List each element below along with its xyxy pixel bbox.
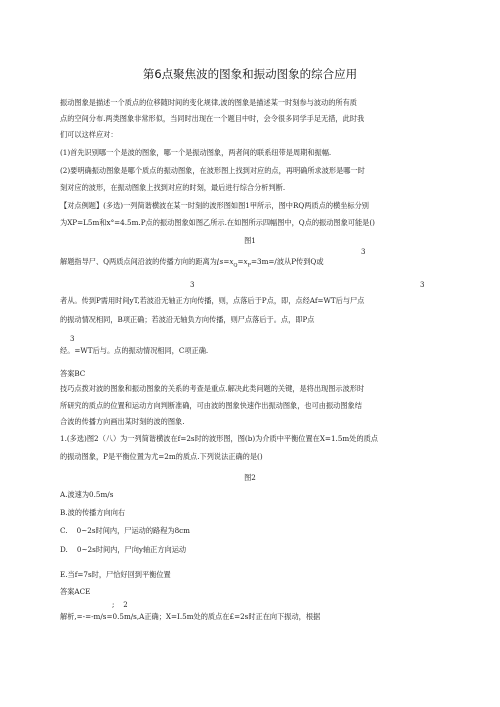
paragraph-line: 振动图象是描述一个质点的位移随时间的变化规律,波的图象是描述某一时刻参与波动的所有质	[60, 98, 357, 107]
solution-line	[60, 257, 460, 270]
fraction-numerator: ; 2	[112, 601, 128, 609]
option-d: D. 0~2s时间内，尸向y轴正方向运动	[60, 545, 187, 554]
paragraph-line: 点的空间分布.两类图象非常形似，当同时出现在一个题目中时，会令很多同学手足无措，此时我	[60, 114, 365, 123]
paragraph-line: (1)首先识别哪一个是波的图象，哪一个是振动图象，两者间的联系纽带是周期和振幅.	[60, 148, 332, 157]
solution-text: =3m=/波从P传到Q或	[250, 257, 324, 266]
option-a: A.波速为0.5m/s	[60, 490, 114, 499]
math-subscript: P	[247, 262, 251, 269]
option-e: E.当f=7s时，尸恰好回到平衡位置	[60, 570, 171, 579]
question-line: 的振动图象，P是平衡位置为尤=2m的质点.下列说法正确的是()	[60, 452, 263, 461]
figure-caption: 图2	[244, 473, 256, 482]
figure-caption: 图1	[244, 236, 256, 245]
math-formula: ⌊s=x	[216, 257, 234, 266]
tip-line: 所研究的质点的位置和运动方向判断准确，可由波的图象快速作出振动图象，也可由振动图象结	[60, 401, 362, 410]
fraction-denominator: 3	[420, 281, 425, 289]
paragraph-line: 们可以这样应对：	[60, 130, 118, 139]
solution-text: 解题指导尸、Q两质点间沿波的传播方向的距离为	[60, 257, 217, 266]
fraction-numerator: 3	[70, 335, 75, 343]
example-line: 为XP=L5m和x°=4.5m.P点的振动图象如图乙所示.在如图所示四幅图中，Q点的振动图象可能是()	[60, 218, 375, 227]
example-line: 【对点例题】(多选)一列简谐横波在某一时刻的波形图如图1甲所示，图中RQ两质点的横坐标分别	[60, 201, 369, 210]
math-subscript: Q	[233, 262, 238, 269]
option-b: B.波的传播方向向右	[60, 508, 126, 517]
solution-line: 者从。传到P需用时间yT,若波沿无轴正方向传播，则，点落后于P点，即，点经Af=WT后与尸点	[60, 296, 365, 305]
paragraph-line: (2)要明确振动图象是哪个质点的振动图象，在波形图上找到对应的点，再明确所求波形是哪一时	[60, 166, 365, 175]
tip-line: 技巧点拨对波的图象和振动图象的关系的考查是重点.解决此类问题的关键，是将出现图示波形时	[60, 384, 365, 393]
option-c: C. 0~2s时间内，尸运动的路程为8cm	[60, 526, 191, 535]
answer-label: 答案ACE	[60, 587, 91, 596]
page-title: 第6点聚焦波的图象和振动图象的综合应用	[142, 67, 358, 81]
paragraph-line: 刻对应的波形，在振动图象上找到对应的时刻，最后进行综合分析判断.	[60, 183, 286, 192]
solution-line: 经。=WT后与。点的振动情况相同，C项正确.	[60, 346, 209, 355]
fraction-denominator: 3	[190, 281, 195, 289]
solution-line: 的振动情况相同，B项正确；若波沿无轴负方向传播，则尸点落后于。点，即P点	[60, 315, 315, 324]
fraction-numerator: 3	[361, 248, 366, 256]
analysis-line: 解析,=-=-m/s=0.5m/s,A正确；X=I.5m处的质点在£=2s时正在向下振动，根据	[60, 612, 321, 621]
math-formula: =x	[237, 257, 248, 266]
tip-line: 合波的传播方向画出某时刻的波的图象.	[60, 417, 185, 426]
answer-label: 答案BC	[60, 369, 86, 378]
question-line: 1.(多选)图2（八）为一列简谐横波在f=2s时的波形图，图(b)为介质中平衡位置在X=1.5m处的质点	[60, 434, 378, 443]
